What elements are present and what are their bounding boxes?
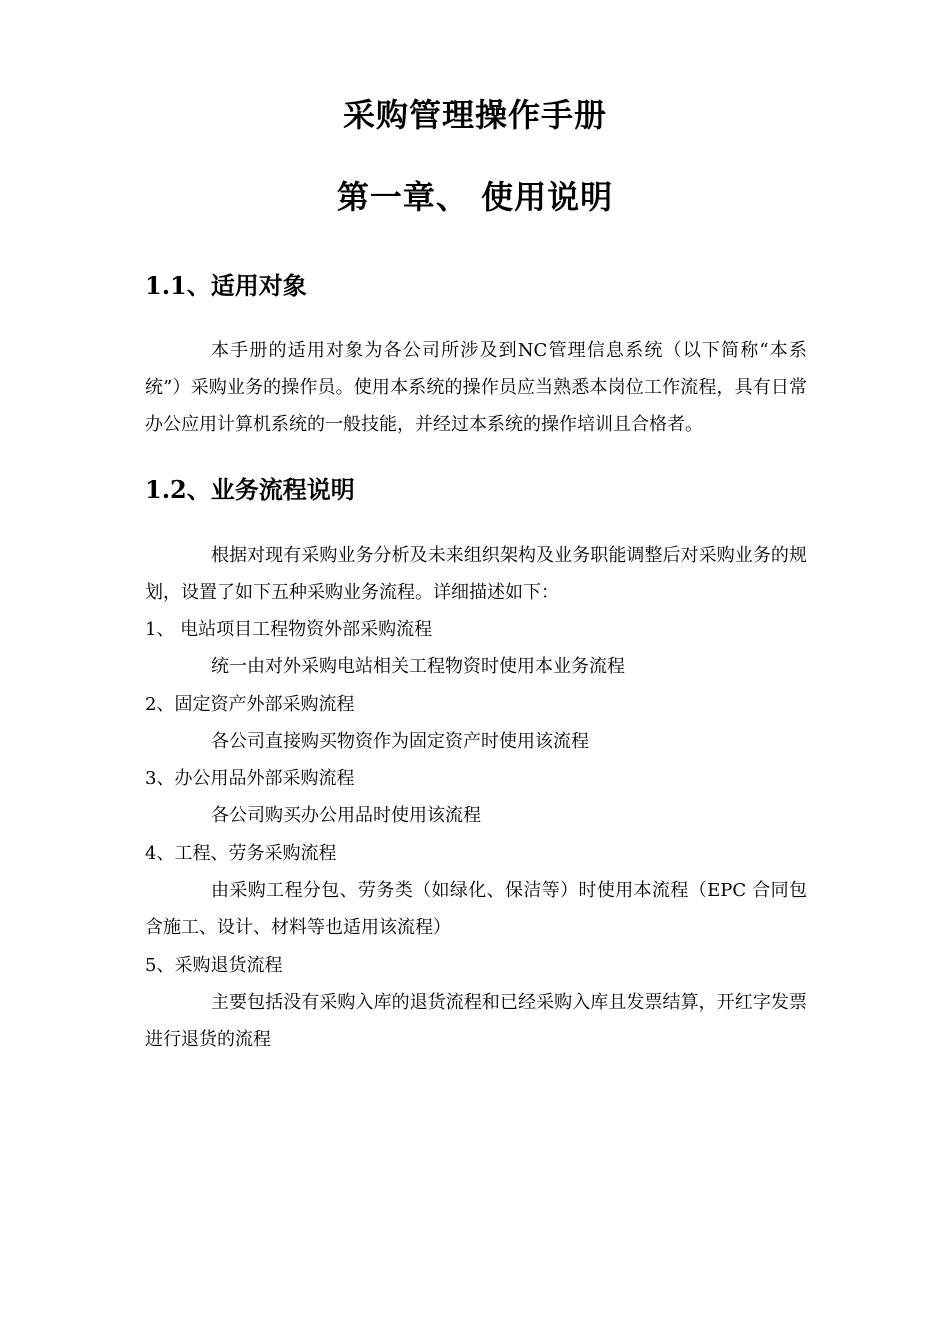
list-item-title: 4、工程、劳务采购流程 (145, 843, 337, 864)
list-item-description: 主要包括没有采购入库的退货流程和已经采购入库且发票结算，开红字发票进行退货的流程 (145, 992, 807, 1050)
list-item-title: 5、采购退货流程 (145, 955, 283, 976)
list-item-title: 1、 电站项目工程物资外部采购流程 (145, 619, 433, 640)
section-heading-process: 1.2、业务流程说明 (145, 475, 355, 504)
document-title: 采购管理操作手册 (342, 96, 607, 134)
list-item-description: 各公司直接购买物资作为固定资产时使用该流程 (211, 731, 589, 752)
section-heading-scope: 1.1、适用对象 (145, 271, 307, 300)
list-item-description: 各公司购买办公用品时使用该流程 (211, 805, 481, 826)
list-item-title: 2、固定资产外部采购流程 (145, 694, 355, 715)
chapter-title: 第一章、 使用说明 (336, 178, 614, 216)
list-item-description: 统一由对外采购电站相关工程物资时使用本业务流程 (211, 656, 625, 677)
section-paragraph-scope: 本手册的适用对象为各公司所涉及到NC管理信息系统（以下简称“本系统”）采购业务的操作员。使用本系统的操作员应当熟悉本岗位工作流程，具有日常办公应用计算机系统的一般技能，并经过本系统的操作培训且合格者。 (145, 340, 807, 435)
list-item-title: 3、办公用品外部采购流程 (145, 768, 355, 789)
list-item-description: 由采购工程分包、劳务类（如绿化、保洁等）时使用本流程（EPC 合同包含施工、设计、材料等也适用该流程） (145, 880, 807, 938)
section-paragraph-process: 根据对现有采购业务分析及未来组织架构及业务职能调整后对采购业务的规划，设置了如下五种采购业务流程。详细描述如下： (145, 545, 807, 603)
